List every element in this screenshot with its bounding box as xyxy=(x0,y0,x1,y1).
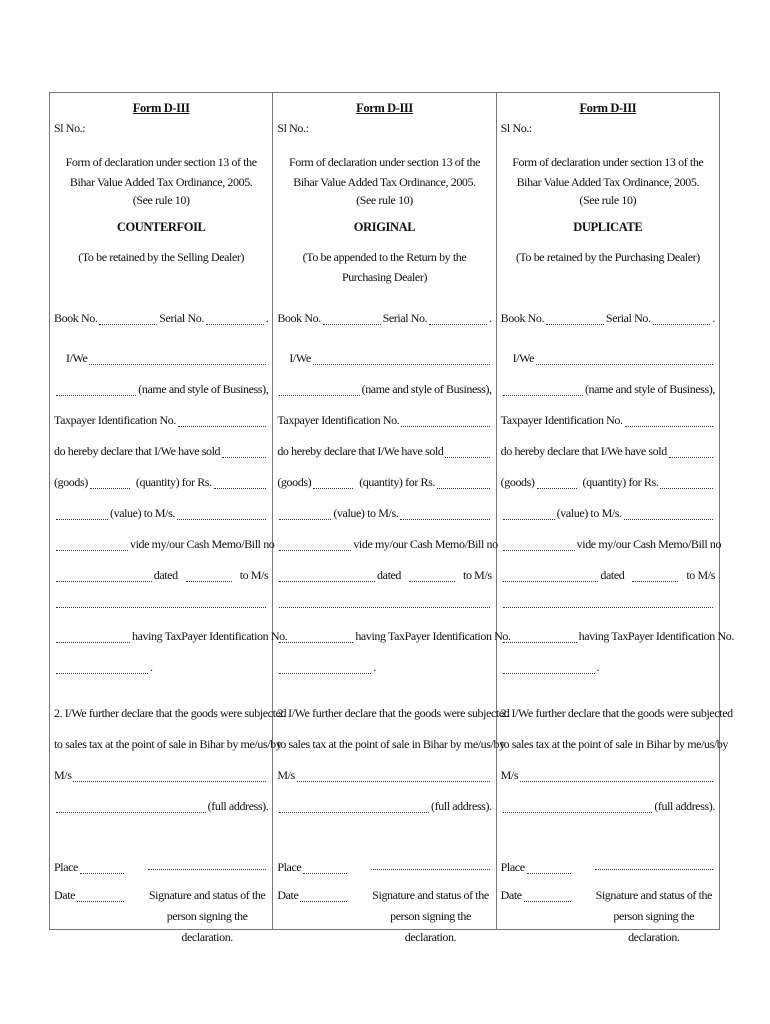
business-name-field[interactable] xyxy=(279,386,359,396)
goods-label: (goods) xyxy=(500,475,535,489)
cash-memo-label: vide my/our Cash Memo/Bill no xyxy=(130,537,275,551)
declare-sold-row xyxy=(277,444,491,458)
goods-sold-field[interactable] xyxy=(445,448,489,458)
value-row xyxy=(501,506,715,520)
buyer-name-field[interactable] xyxy=(177,510,266,520)
book-no-label: Book No. xyxy=(277,311,321,325)
cash-memo-row xyxy=(501,537,722,551)
date-row xyxy=(54,888,126,902)
declaration-heading: Form of declaration under section 13 of the Bihar Value Added Tax Ordinance, 2005. xyxy=(65,155,257,189)
declarant-name-field[interactable] xyxy=(536,355,713,365)
declaration-heading: Form of declaration under section 13 of the Bihar Value Added Tax Ordinance, 2005. xyxy=(288,155,481,189)
goods-sold-field[interactable] xyxy=(222,448,266,458)
dated-label: dated xyxy=(600,568,625,582)
dated-row xyxy=(501,568,715,582)
goods-sold-field[interactable] xyxy=(669,448,713,458)
having-tin-label: having TaxPayer Identification No. xyxy=(355,629,511,643)
goods-quantity-row xyxy=(501,475,715,489)
seller-name-field[interactable] xyxy=(297,772,490,782)
declarant-name-field[interactable] xyxy=(313,355,490,365)
dated-label: dated xyxy=(377,568,402,582)
amount-field[interactable] xyxy=(660,479,713,489)
serial-no-field[interactable] xyxy=(429,315,487,325)
memo-no-field[interactable] xyxy=(56,572,152,582)
tin-row xyxy=(501,413,715,427)
form-column-counterfoil xyxy=(50,93,288,944)
signing-date-field[interactable] xyxy=(77,892,124,902)
business-name-field[interactable] xyxy=(56,386,136,396)
value-to-label: (value) to M/s. xyxy=(556,506,622,520)
date-field[interactable] xyxy=(409,572,455,582)
i-we-label: I/We xyxy=(289,351,311,365)
dated-row xyxy=(54,568,268,582)
place-field[interactable] xyxy=(80,864,124,874)
value-field[interactable] xyxy=(503,510,555,520)
book-serial-row: Book No. Serial No. . xyxy=(500,311,715,325)
goods-field[interactable] xyxy=(90,479,130,489)
serial-no-field[interactable] xyxy=(653,315,711,325)
goods-label: (goods) xyxy=(54,475,88,489)
copy-type: COUNTERFOIL xyxy=(116,220,206,234)
date-label: Date xyxy=(54,888,76,902)
copy-note: (To be appended to the Return by the Purchasing Dealer) xyxy=(302,250,467,284)
signing-date-field[interactable] xyxy=(524,892,571,902)
purchaser-extra-field[interactable] xyxy=(56,633,130,643)
serial-no-label: Serial No. xyxy=(382,311,428,325)
having-tin-label: having TaxPayer Identification No. xyxy=(578,629,734,643)
place-label: Place xyxy=(277,860,302,874)
value-row xyxy=(54,506,268,520)
form-column-original xyxy=(273,93,511,944)
signature-field[interactable] xyxy=(371,860,489,870)
ms-label: M/s xyxy=(54,768,72,782)
place-row xyxy=(277,860,349,874)
sl-no-label: Sl No.: xyxy=(277,121,309,135)
address-row xyxy=(501,799,715,813)
cash-memo-row xyxy=(54,537,275,551)
tin-label: Taxpayer Identification No. xyxy=(277,413,400,427)
value-field[interactable] xyxy=(56,510,108,520)
para2-line1: 2. I/We further declare that the goods were subjected xyxy=(277,706,510,720)
buyer-name-field[interactable] xyxy=(624,510,713,520)
purchaser-tin-field[interactable] xyxy=(503,664,595,674)
tin-row xyxy=(54,413,268,427)
book-no-field[interactable] xyxy=(546,315,604,325)
book-no-field[interactable] xyxy=(99,315,157,325)
book-serial-row: Book No. Serial No. . xyxy=(277,311,492,325)
declare-sold-row xyxy=(54,444,268,458)
ms-row xyxy=(54,768,268,782)
ms-row xyxy=(277,768,491,782)
i-we-label: I/We xyxy=(66,351,88,365)
value-field[interactable] xyxy=(279,510,331,520)
purchaser-tin-field[interactable] xyxy=(279,664,371,674)
signature-caption: Signature and status of the person signing the declaration. xyxy=(148,888,266,944)
signature-line-row xyxy=(369,860,491,870)
date-label: Date xyxy=(500,888,522,902)
date-row xyxy=(277,888,349,902)
serial-no-label: Serial No. xyxy=(605,311,651,325)
i-we-row xyxy=(54,351,268,365)
quantity-for-label: (quantity) for Rs. xyxy=(135,475,212,489)
goods-label: (goods) xyxy=(277,475,312,489)
date-label: Date xyxy=(277,888,299,902)
form-column-duplicate xyxy=(497,93,734,944)
dated-row xyxy=(277,568,491,582)
book-serial-row: Book No. Serial No. . xyxy=(54,311,269,325)
ms-label: M/s xyxy=(500,768,519,782)
purchaser-extra-field[interactable] xyxy=(279,633,353,643)
cash-memo-row xyxy=(277,537,498,551)
goods-quantity-row xyxy=(277,475,491,489)
tin-field[interactable] xyxy=(625,417,713,427)
signature-field[interactable] xyxy=(595,860,713,870)
tin-field[interactable] xyxy=(401,417,489,427)
buyer-name-field[interactable] xyxy=(400,510,489,520)
signing-date-field[interactable] xyxy=(300,892,347,902)
place-row xyxy=(54,860,126,874)
signature-caption: Signature and status of the person signing the declaration. xyxy=(372,888,489,944)
ms-label: M/s xyxy=(277,768,295,782)
amount-field[interactable] xyxy=(214,479,267,489)
rule-reference: (See rule 10) xyxy=(356,193,413,207)
to-ms-label: to M/s xyxy=(239,568,269,582)
place-label: Place xyxy=(500,860,525,874)
memo-no-field[interactable] xyxy=(503,572,599,582)
place-row xyxy=(501,860,573,874)
para2-line2: to sales tax at the point of sale in Bihar by me/us/by xyxy=(500,737,729,751)
purchaser-name-field[interactable] xyxy=(279,598,489,608)
purchaser-tin-field[interactable] xyxy=(56,664,148,674)
sl-no-label: Sl No.: xyxy=(500,121,532,135)
purchaser-tin-row: . xyxy=(277,660,491,674)
cash-memo-label: vide my/our Cash Memo/Bill no xyxy=(353,537,498,551)
tin-field[interactable] xyxy=(178,417,266,427)
signature-field[interactable] xyxy=(148,860,266,870)
to-ms-label: to M/s xyxy=(463,568,492,582)
having-tin-row xyxy=(277,629,511,643)
tin-row xyxy=(277,413,491,427)
value-row xyxy=(277,506,491,520)
i-we-label: I/We xyxy=(512,351,535,365)
tin-label: Taxpayer Identification No. xyxy=(54,413,176,427)
amount-field[interactable] xyxy=(437,479,490,489)
full-address-field[interactable] xyxy=(279,803,429,813)
book-no-field[interactable] xyxy=(323,315,381,325)
goods-quantity-row xyxy=(54,475,268,489)
having-tin-row xyxy=(501,629,734,643)
quantity-for-label: (quantity) for Rs. xyxy=(582,475,659,489)
name-style-label: (name and style of Business), xyxy=(584,382,715,396)
i-we-row xyxy=(501,351,715,365)
full-address-field[interactable] xyxy=(503,803,653,813)
rule-reference: (See rule 10) xyxy=(132,193,190,207)
date-field[interactable] xyxy=(632,572,678,582)
declare-sold-label: do hereby declare that I/We have sold xyxy=(54,444,221,458)
goods-field[interactable] xyxy=(313,479,353,489)
declaration-form-table xyxy=(49,92,734,944)
purchaser-line-row xyxy=(501,598,715,608)
value-to-label: (value) to M/s. xyxy=(333,506,399,520)
serial-no-field[interactable] xyxy=(206,315,264,325)
purchaser-name-field[interactable] xyxy=(503,598,713,608)
purchaser-name-field[interactable] xyxy=(56,598,266,608)
cash-memo-label: vide my/our Cash Memo/Bill no xyxy=(576,537,722,551)
business-name-field[interactable] xyxy=(503,386,583,396)
signature-line-row xyxy=(593,860,715,870)
purchaser-line-row xyxy=(277,598,491,608)
place-field[interactable] xyxy=(303,864,347,874)
memo-prefix-field[interactable] xyxy=(503,541,575,551)
business-name-row xyxy=(277,382,491,396)
memo-no-field[interactable] xyxy=(279,572,375,582)
business-name-row xyxy=(501,382,715,396)
full-address-label: (full address). xyxy=(431,799,492,813)
para2-line2: to sales tax at the point of sale in Bihar by me/us/by xyxy=(277,737,505,751)
para2-line2: to sales tax at the point of sale in Bihar by me/us/by xyxy=(54,737,282,751)
seller-name-field[interactable] xyxy=(520,772,713,782)
business-name-row xyxy=(54,382,268,396)
purchaser-extra-field[interactable] xyxy=(503,633,577,643)
date-row xyxy=(501,888,573,902)
copy-type: DUPLICATE xyxy=(573,220,643,234)
serial-no-label: Serial No. xyxy=(159,311,204,325)
name-style-label: (name and style of Business), xyxy=(138,382,269,396)
quantity-for-label: (quantity) for Rs. xyxy=(359,475,435,489)
to-ms-label: to M/s xyxy=(686,568,715,582)
memo-prefix-field[interactable] xyxy=(279,541,351,551)
place-label: Place xyxy=(54,860,78,874)
full-address-label: (full address). xyxy=(207,799,269,813)
copy-note: (To be retained by the Selling Dealer) xyxy=(78,250,245,264)
having-tin-label: having TaxPayer Identification No. xyxy=(132,629,288,643)
purchaser-tin-row: . xyxy=(501,660,715,674)
ms-row xyxy=(501,768,715,782)
purchaser-tin-row: . xyxy=(54,660,268,674)
declaration-heading: Form of declaration under section 13 of the Bihar Value Added Tax Ordinance, 2005. xyxy=(512,155,704,189)
copy-note: (To be retained by the Purchasing Dealer) xyxy=(515,250,700,264)
full-address-field[interactable] xyxy=(56,803,206,813)
purchaser-line-row xyxy=(54,598,268,608)
having-tin-row xyxy=(54,629,288,643)
copy-type: ORIGINAL xyxy=(353,220,416,234)
tin-label: Taxpayer Identification No. xyxy=(500,413,623,427)
name-style-label: (name and style of Business), xyxy=(361,382,492,396)
signature-line-row xyxy=(146,860,268,870)
signature-caption: Signature and status of the person signing the declaration. xyxy=(595,888,713,944)
value-to-label: (value) to M/s. xyxy=(110,506,175,520)
i-we-row xyxy=(277,351,491,365)
goods-field[interactable] xyxy=(537,479,577,489)
form-title: Form D-III xyxy=(132,101,190,115)
full-address-label: (full address). xyxy=(654,799,715,813)
dated-label: dated xyxy=(153,568,178,582)
address-row xyxy=(54,799,268,813)
seller-name-field[interactable] xyxy=(73,772,266,782)
declare-sold-label: do hereby declare that I/We have sold xyxy=(500,444,667,458)
rule-reference: (See rule 10) xyxy=(579,193,637,207)
book-no-label: Book No. xyxy=(54,311,98,325)
declare-sold-label: do hereby declare that I/We have sold xyxy=(277,444,444,458)
place-field[interactable] xyxy=(527,864,571,874)
declarant-name-field[interactable] xyxy=(89,355,266,365)
declare-sold-row xyxy=(501,444,715,458)
address-row xyxy=(277,799,491,813)
book-no-label: Book No. xyxy=(500,311,545,325)
form-title: Form D-III xyxy=(579,101,637,115)
form-title: Form D-III xyxy=(356,101,413,115)
para2-line1: 2. I/We further declare that the goods were subjected xyxy=(500,706,733,720)
sl-no-label: Sl No.: xyxy=(54,121,86,135)
date-field[interactable] xyxy=(186,572,232,582)
para2-line1: 2. I/We further declare that the goods were subjected xyxy=(54,706,287,720)
memo-prefix-field[interactable] xyxy=(56,541,128,551)
